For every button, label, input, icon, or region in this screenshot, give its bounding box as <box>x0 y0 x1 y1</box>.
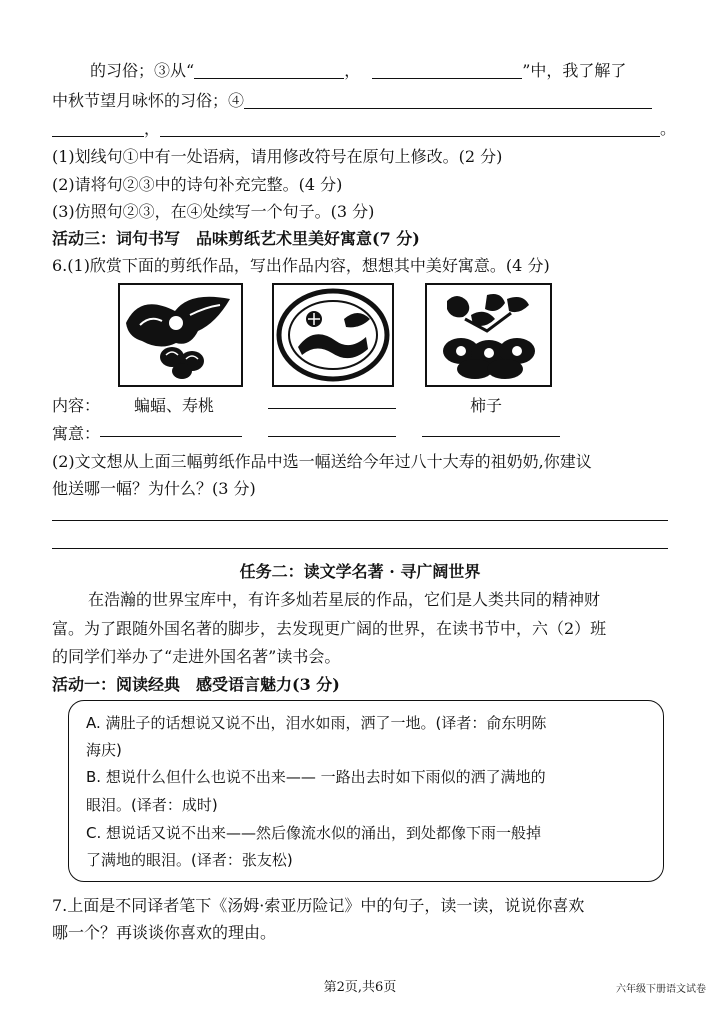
meaning-3-blank[interactable] <box>422 436 560 437</box>
top-line-2-text: 中秋节望月咏怀的习俗；④ <box>52 91 245 110</box>
option-a-line-2: 海庆) <box>86 741 122 759</box>
top-line-1-text-a: 的习俗；③从“ <box>90 61 195 80</box>
question-1: (1)划线句①中有一处语病，请用修改符号在原句上修改。(2 分) <box>52 147 503 166</box>
top-line-3-end: 。 <box>660 119 677 138</box>
papercut-persimmon-image <box>425 283 552 387</box>
top-line-3 <box>52 116 676 139</box>
footer-right-label: 六年级下册语文试卷 <box>616 984 706 995</box>
blank-4b[interactable] <box>52 118 144 137</box>
content-1: 蝙蝠、寿桃 <box>134 396 215 415</box>
question-6-1: 6.(1)欣赏下面的剪纸作品，写出作品内容，想想其中美好寓意。(4 分) <box>52 256 550 275</box>
content-2-blank[interactable] <box>268 408 396 409</box>
top-line-1 <box>90 58 626 81</box>
meaning-1-blank[interactable] <box>100 436 242 437</box>
task2-paragraph-line-1: 在浩瀚的世界宝库中，有许多灿若星辰的作品，它们是人类共同的精神财 <box>88 590 601 609</box>
question-2: (2)请将句②③中的诗句补充完整。(4 分) <box>52 175 343 194</box>
blank-4c[interactable] <box>160 118 660 137</box>
question-6-2-line-2: 他送哪一幅？为什么？(3 分) <box>52 479 256 498</box>
content-3: 柿子 <box>470 396 503 415</box>
answer-line-2[interactable] <box>52 548 668 549</box>
top-line-2 <box>52 88 652 111</box>
option-c-line-1: C. 想说话又说不出来——然后像流水似的涌出，到处都像下雨一般掉 <box>86 824 542 842</box>
papercut-fish-lotus-image <box>272 283 394 387</box>
activity3-title: 活动三：词句书写 品味剪纸艺术里美好寓意(7 分) <box>52 229 420 248</box>
task2-title: 任务二：读文学名著 · 寻广阔世界 <box>239 562 481 581</box>
blank-3b[interactable] <box>372 60 522 79</box>
task2-paragraph-line-2: 富。为了跟随外国名著的脚步，去发现更广阔的世界，在读书节中，六（2）班 <box>52 619 607 638</box>
top-line-3-comma: ， <box>144 119 161 138</box>
meaning-row-label: 寓意： <box>52 424 101 443</box>
answer-line-1[interactable] <box>52 520 668 521</box>
task2-paragraph-line-3: 的同学们举办了“走进外国名著”读书会。 <box>52 647 341 666</box>
blank-3a[interactable] <box>194 60 344 79</box>
meaning-2-blank[interactable] <box>268 436 396 437</box>
question-3: (3)仿照句②③，在④处续写一个句子。(3 分) <box>52 202 375 221</box>
blank-4a[interactable] <box>244 90 652 109</box>
question-7-line-2: 哪一个？再谈谈你喜欢的理由。 <box>52 923 277 942</box>
activity1-title: 活动一：阅读经典 感受语言魅力(3 分) <box>52 675 340 694</box>
option-c-line-2: 了满地的眼泪。(译者：张友松) <box>86 851 293 869</box>
option-a-line-1: A. 满肚子的话想说又说不出，泪水如雨，洒了一地。(译者：俞东明陈 <box>86 714 547 732</box>
papercut-bat-peach-image <box>118 283 243 387</box>
question-6-2-line-1: (2)文文想从上面三幅剪纸作品中选一幅送给今年过八十大寿的祖奶奶,你建议 <box>52 452 592 471</box>
top-line-1-comma: ， <box>344 61 361 80</box>
question-7-line-1: 7.上面是不同译者笔下《汤姆·索亚历险记》中的句子，读一读，说说你喜欢 <box>52 896 585 915</box>
option-b-line-2: 眼泪。(译者：成时) <box>86 796 218 814</box>
content-row-label: 内容： <box>52 396 101 415</box>
option-b-line-1: B. 想说什么但什么也说不出来—— 一路出去时如下雨似的洒了满地的 <box>86 768 546 786</box>
top-line-1-text-b: ”中，我了解了 <box>522 61 627 80</box>
page-number: 第2页,共6页 <box>323 980 397 995</box>
